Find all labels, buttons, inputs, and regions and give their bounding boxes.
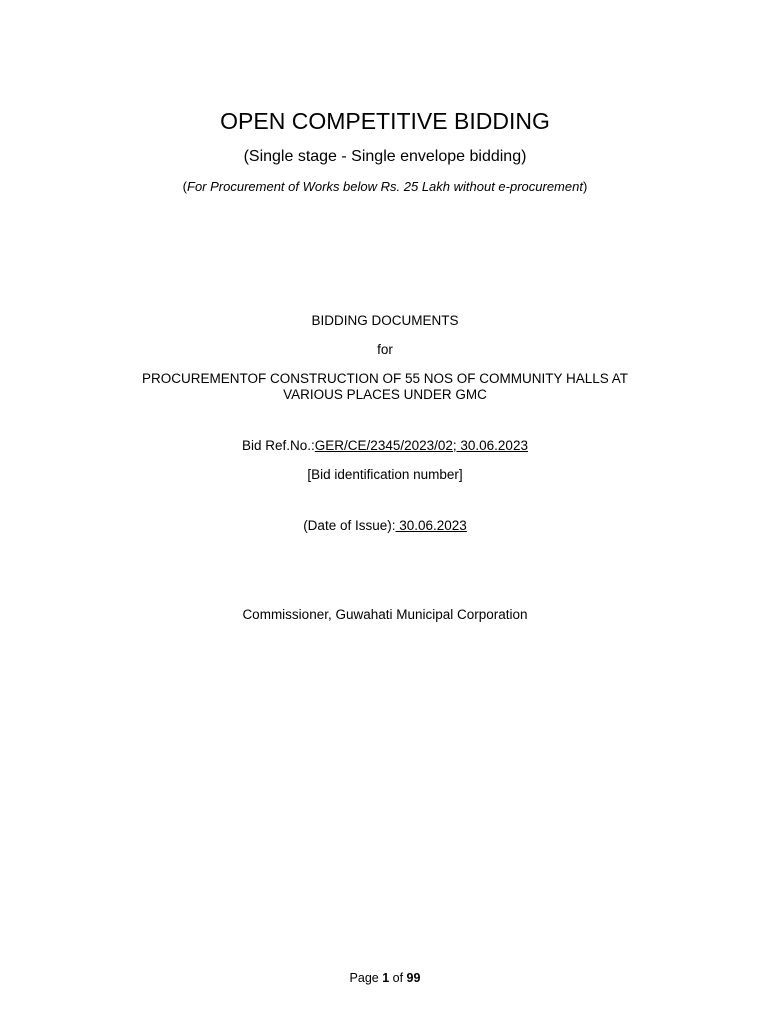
of-label: of (389, 971, 407, 985)
page-label: Page (349, 971, 383, 985)
total-pages-number: 99 (406, 971, 421, 985)
current-page-number: 1 (382, 971, 390, 985)
document-title: OPEN COMPETITIVE BIDDING (220, 108, 550, 134)
issue-date (0, 517, 770, 534)
bid-reference (0, 437, 770, 454)
procurement-scope (0, 178, 770, 195)
issuing-authority: Commissioner, Guwahati Municipal Corporation (242, 607, 528, 622)
bidding-documents-heading: BIDDING DOCUMENTS (311, 313, 459, 328)
scope-open-paren: ( (182, 179, 188, 194)
issue-date-value: 30.06.2023 (395, 518, 467, 533)
bid-ref-value: GER/CE/2345/2023/02; 30.06.2023 (314, 438, 528, 453)
page-footer (0, 970, 770, 986)
bid-identification-note: [Bid identification number] (307, 467, 463, 482)
scope-text: For Procurement of Works below Rs. 25 Lakh without e-procurement (187, 179, 583, 194)
scope-close-paren: ) (582, 179, 588, 194)
for-label: for (377, 342, 393, 357)
issue-date-label: (Date of Issue): (303, 518, 396, 533)
procurement-title: PROCUREMENTOF CONSTRUCTION OF 55 NOS OF COMMUNITY HALLS AT VARIOUS PLACES UNDER GMC (141, 371, 629, 402)
bid-ref-label: Bid Ref.No.: (242, 438, 315, 453)
document-subtitle: (Single stage - Single envelope bidding) (243, 148, 527, 165)
